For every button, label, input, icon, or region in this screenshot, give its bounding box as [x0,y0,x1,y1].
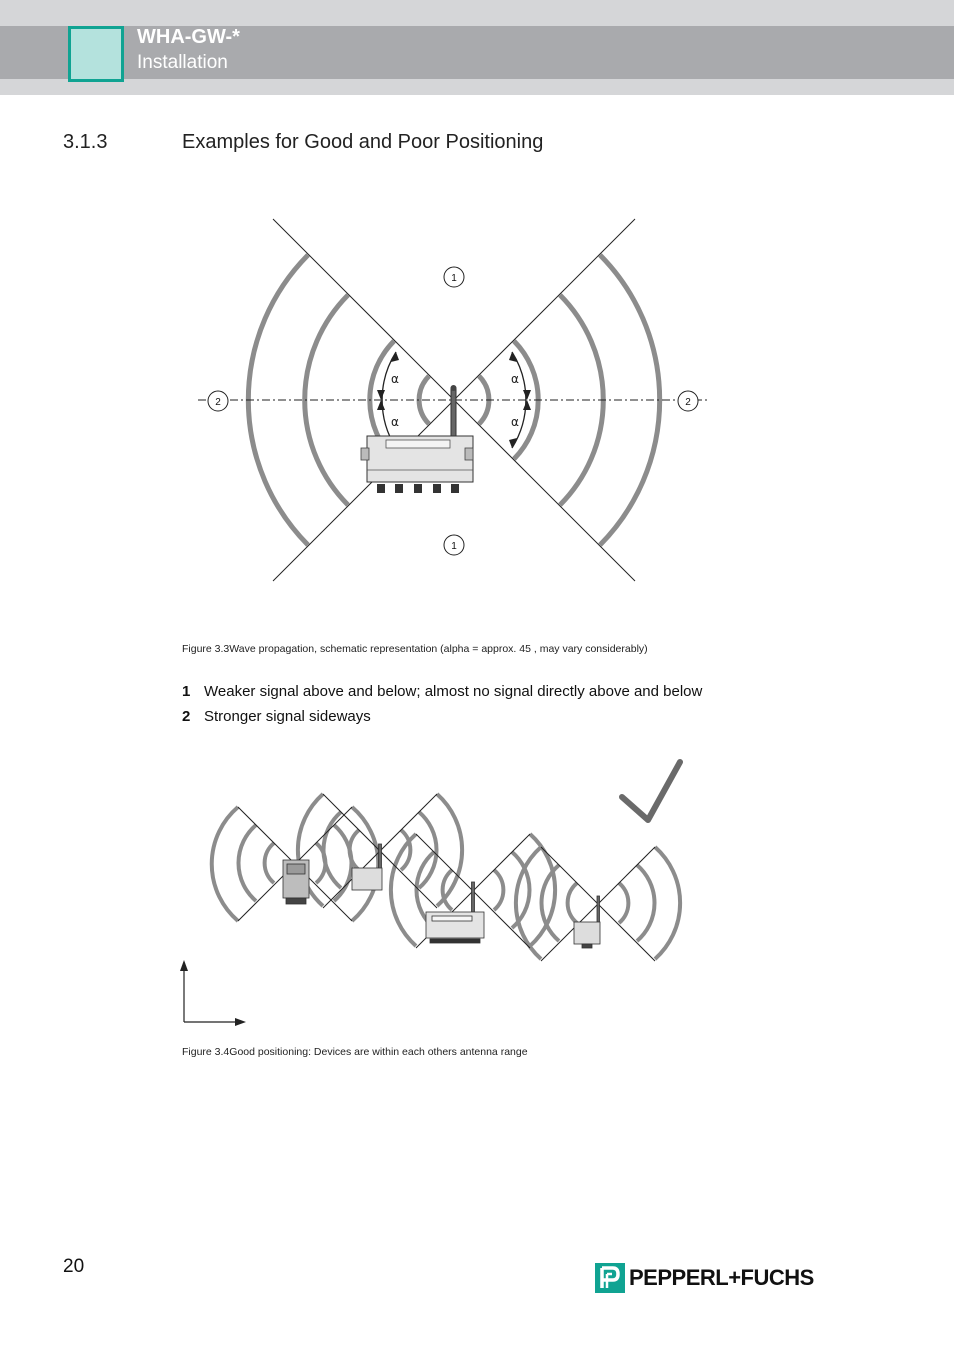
legend-number: 2 [182,708,191,725]
figure-3-3-caption: Figure 3.3Wave propagation, schematic representation (alpha = approx. 45 , may vary considerably) [182,643,648,655]
document-title: WHA-GW-* [137,26,240,48]
figure-3-4-caption: Figure 3.4Good positioning: Devices are within each others antenna range [182,1046,528,1058]
brand-logo [595,1262,814,1294]
alpha-label: α [391,372,399,386]
arrowhead [523,390,531,400]
x-axis-arrowhead [235,1018,246,1026]
wave-propagation-figure [0,0,954,620]
checkmark-icon [622,762,680,820]
legend-text: Weaker signal above and below; almost no signal directly above and below [204,683,703,700]
marker-top: 1 [451,273,457,284]
brand-name: PEPPERL+FUCHS [629,1265,814,1290]
alpha-label: α [511,415,519,429]
arrowhead [523,400,531,410]
legend-number: 1 [182,683,191,700]
legend-text: Stronger signal sideways [204,708,371,725]
good-positioning-figure [0,740,954,1060]
marker-bottom: 1 [451,541,457,552]
arrowhead [377,400,385,410]
device-drawing [426,882,484,943]
alpha-label: α [391,415,399,429]
marker-right: 2 [685,397,691,408]
alpha-label: α [511,372,519,386]
brand-logo-icon [595,1263,625,1293]
y-axis-arrowhead [180,960,188,971]
marker-left: 2 [215,397,221,408]
device-drawing [574,896,600,948]
chapter-title: Installation [137,52,228,73]
page-number: 20 [63,1256,85,1277]
section-number: 3.1.3 [63,131,108,153]
device-drawing [283,860,309,904]
section-title: Examples for Good and Poor Positioning [182,131,544,153]
arrowhead [377,390,385,400]
